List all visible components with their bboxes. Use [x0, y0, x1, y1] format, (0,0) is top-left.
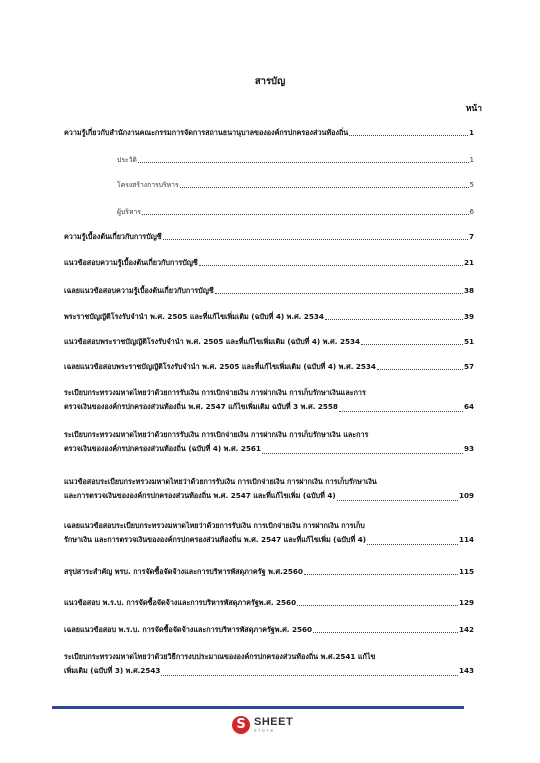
toc-page-number: 93 [463, 444, 474, 453]
dot-leader [367, 544, 458, 545]
toc-page-number: 57 [463, 362, 474, 371]
toc-entry [64, 312, 474, 322]
toc-entry-text: โครงสร้างการบริหาร [117, 181, 179, 189]
page-column-header: หน้า [465, 104, 482, 114]
toc-entry-text: ตรวจเงินขององค์กรปกครองส่วนท้องถิ่น (ฉบับที่ 4) พ.ศ. 2561 [64, 444, 261, 453]
dot-leader [142, 214, 469, 215]
toc-page-number: 5 [469, 181, 474, 189]
toc-entry-text: เฉลยแนวข้อสอบความรู้เบื้องต้นเกี่ยวกับการบัญชี [64, 286, 214, 295]
toc-entry [64, 567, 474, 577]
dot-leader [138, 162, 469, 163]
toc-page-number: 6 [469, 208, 474, 216]
toc-entry-text: แนวข้อสอบพระราชบัญญัติโรงรับจำนำ พ.ศ. 2505 และที่แก้ไขเพิ่มเติม (ฉบับที่ 4) พ.ศ. 2534 [64, 337, 360, 346]
toc-entry [64, 598, 474, 608]
dot-leader [377, 369, 463, 370]
toc-entry-text-line1: ระเบียบกระทรวงมหาดไทยว่าด้วยการรับเงิน การเบิกจ่ายเงิน การฝากเงิน การเก็บรักษาเงินและการ [64, 388, 366, 397]
toc-entry [64, 650, 474, 678]
toc-page-number: 109 [458, 491, 474, 500]
toc-page-number: 64 [463, 402, 474, 411]
toc-page-number: 142 [458, 625, 474, 634]
toc-entry-text: และการตรวจเงินขององค์กรปกครองส่วนท้องถิ่น พ.ศ. 2547 และที่แก้ไขเพิ่ม (ฉบับที่ 4) [64, 491, 336, 500]
toc-entry [64, 362, 474, 372]
dot-leader [304, 574, 458, 575]
toc-page-number: 129 [458, 598, 474, 607]
dot-leader [361, 344, 463, 345]
toc-page-number: 7 [468, 232, 474, 241]
dot-leader [262, 453, 463, 454]
logo-sub: store [254, 728, 276, 734]
logo-mark-icon [232, 716, 250, 734]
toc-entry-text: แนวข้อสอบ พ.ร.บ. การจัดซื้อจัดจ้างและการบริหารพัสดุภาครัฐพ.ศ. 2560 [64, 598, 297, 607]
toc-entry [117, 155, 474, 165]
logo-word: SHEET [254, 716, 294, 728]
toc-page-number: 115 [458, 567, 474, 576]
toc-page-number: 38 [463, 286, 474, 295]
sheetstore-logo [232, 716, 293, 736]
dot-leader [163, 239, 468, 240]
toc-entry-text: แนวข้อสอบความรู้เบื้องต้นเกี่ยวกับการบัญชี [64, 258, 198, 267]
toc-entry [64, 286, 474, 296]
dot-leader [325, 319, 463, 320]
toc-entry [64, 337, 474, 347]
toc-entry-text: ประวัติ [117, 156, 137, 164]
toc-entry [64, 258, 474, 268]
dot-leader [313, 632, 458, 633]
toc-entry [64, 519, 474, 547]
toc-entry-text: เพิ่มเติม (ฉบับที่ 3) พ.ศ.2543 [64, 666, 161, 675]
toc-entry-text-line1: ระเบียบกระทรวงมหาดไทยว่าด้วยวิธีการงบประมาณขององค์กรปกครองส่วนท้องถิ่น พ.ศ.2541 แก้ไข [64, 652, 376, 661]
footer-divider [52, 706, 464, 709]
toc-entry [117, 207, 474, 217]
toc-page-number: 1 [468, 128, 474, 137]
toc-entry-text: เฉลยแนวข้อสอบพระราชบัญญัติโรงรับจำนำ พ.ศ. 2505 และที่แก้ไขเพิ่มเติม (ฉบับที่ 4) พ.ศ. 2534 [64, 362, 376, 371]
toc-entry-text: ความรู้เบื้องต้นเกี่ยวกับการบัญชี [64, 232, 162, 241]
toc-entry [117, 180, 474, 190]
toc-entry-text: ผู้บริหาร [117, 208, 141, 216]
dot-leader [161, 675, 458, 676]
toc-entry-text-line1: เฉลยแนวข้อสอบระเบียบกระทรวงมหาดไทยว่าด้วยการรับเงิน การเบิกจ่ายเงิน การฝากเงิน การเก็บ [64, 521, 365, 530]
toc-page-number: 21 [463, 258, 474, 267]
toc-entry-text: พระราชบัญญัติโรงรับจำนำ พ.ศ. 2505 และที่แก้ไขเพิ่มเติม (ฉบับที่ 4) พ.ศ. 2534 [64, 312, 324, 321]
toc-entry [64, 428, 474, 456]
toc-entry-text: เฉลยแนวข้อสอบ พ.ร.บ. การจัดซื้อจัดจ้างและการบริหารพัสดุภาครัฐพ.ศ. 2560 [64, 625, 313, 634]
toc-page-number: 143 [458, 666, 474, 675]
toc-entry-text-line1: ระเบียบกระทรวงมหาดไทยว่าด้วยการรับเงิน การเบิกจ่ายเงิน การฝากเงิน การเก็บรักษาเงิน และการ [64, 430, 369, 439]
dot-leader [339, 411, 463, 412]
toc-entry-text: รักษาเงิน และการตรวจเงินขององค์กรปกครองส่วนท้องถิ่น พ.ศ. 2547 และที่แก้ไขเพิ่ม (ฉบับที่ 4) [64, 535, 367, 544]
toc-entry-text: ตรวจเงินขององค์กรปกครองส่วนท้องถิ่น พ.ศ. 2547 แก้ไขเพิ่มเติม ฉบับที่ 3 พ.ศ. 2558 [64, 402, 338, 411]
toc-entry [64, 128, 474, 138]
toc-entry [64, 386, 474, 414]
toc-entry-text: สรุปสาระสำคัญ พรบ. การจัดซื้อจัดจ้างและการบริหารพัสดุภาครัฐ พ.ศ.2560 [64, 567, 303, 576]
toc-entry [64, 625, 474, 635]
dot-leader [199, 265, 463, 266]
toc-entry-text: ความรู้เกี่ยวกับสำนักงานคณะกรรมการจัดการสถานธนานุบาลขององค์กรปกครองส่วนท้องถิ่น [64, 128, 349, 137]
toc-page-number: 1 [469, 156, 474, 164]
toc-page-number: 51 [463, 337, 474, 346]
toc-page-number: 39 [463, 312, 474, 321]
dot-leader [337, 500, 458, 501]
toc-title: สารบัญ [254, 76, 286, 87]
toc-entry-text-line1: แนวข้อสอบระเบียบกระทรวงมหาดไทยว่าด้วยการรับเงิน การเบิกจ่ายเงิน การฝากเงิน การเก็บรักษาเงิน [64, 477, 377, 486]
toc-entry [64, 232, 474, 242]
toc-page-number: 114 [458, 535, 474, 544]
toc-entry [64, 475, 474, 503]
dot-leader [215, 293, 463, 294]
dot-leader [180, 187, 469, 188]
dot-leader [297, 605, 458, 606]
dot-leader [349, 135, 468, 136]
